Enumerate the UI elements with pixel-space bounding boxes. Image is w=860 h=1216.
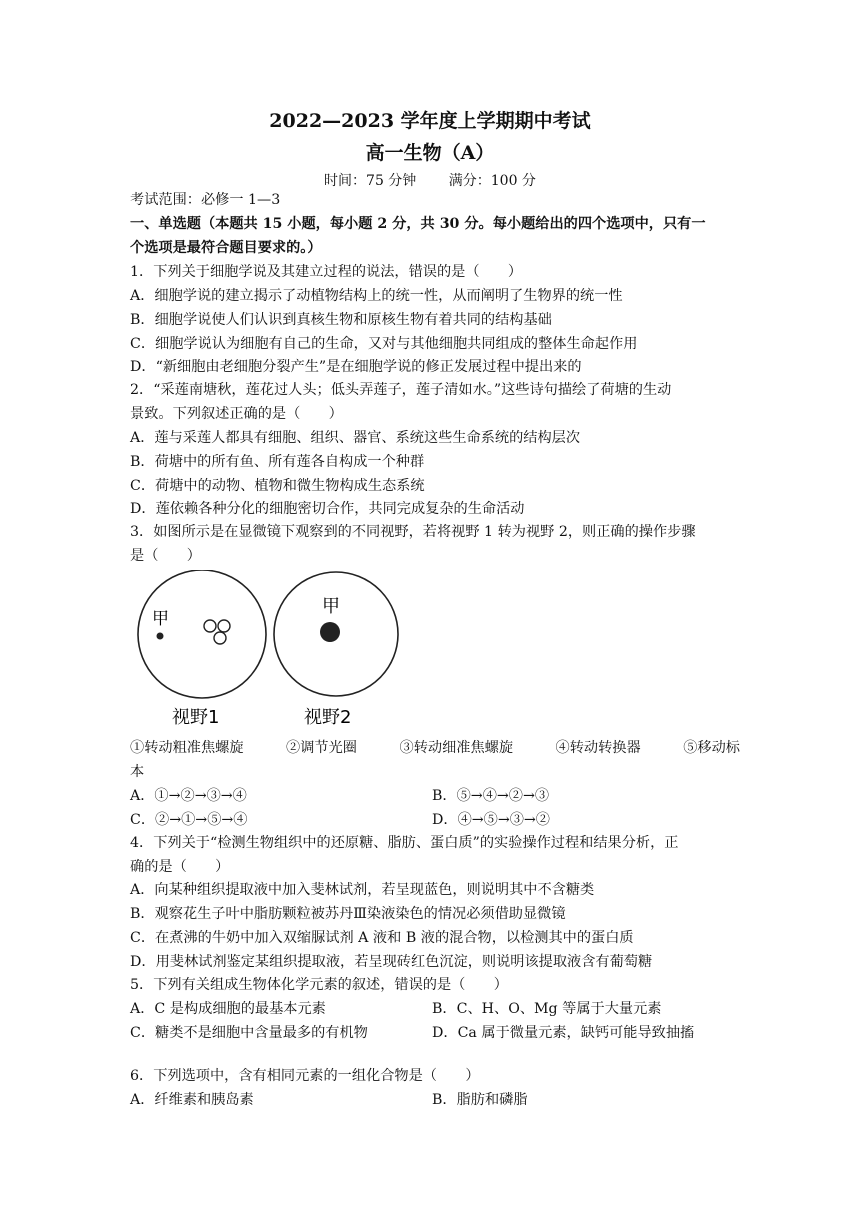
q4-option-d: D．用斐林试剂鉴定某组织提取液，若呈现砖红色沉淀，则说明该提取液含有葡萄糖 — [130, 954, 653, 970]
q3-row-ab — [130, 786, 740, 806]
q3-row-cd — [130, 810, 740, 830]
q3-option-c: C．②→①→⑤→④ — [130, 812, 248, 828]
q3-step-5: ⑤移动标 — [683, 740, 740, 756]
view2-cell-jia — [320, 622, 340, 642]
exam-subtitle: 高一生物（A） — [365, 142, 495, 164]
q3-stem: 3．如图所示是在显微镜下观察到的不同视野，若将视野 1 转为视野 2，则正确的操作步骤 — [130, 524, 696, 540]
q2-option-b: B．荷塘中的所有鱼、所有莲各自构成一个种群 — [130, 454, 425, 470]
view1-cell — [214, 632, 226, 644]
q6-stem: 6．下列选项中，含有相同元素的一组化合物是（ ） — [130, 1068, 480, 1084]
q4-stem-cont: 确的是（ ） — [130, 859, 230, 875]
q3-step-2: ②调节光圈 — [286, 740, 357, 756]
q1-option-b: B．细胞学说使人们认识到真核生物和原核生物有着共同的结构基础 — [130, 312, 552, 328]
q3-steps-wrap: 本 — [130, 764, 145, 780]
q6-option-a: A．纤维素和胰岛素 — [130, 1092, 254, 1108]
q5-option-b: B．C、H、O、Mg 等属于大量元素 — [432, 1001, 662, 1017]
q5-option-d: D．Ca 属于微量元素，缺钙可能导致抽搐 — [432, 1025, 695, 1041]
q3-stem-cont: 是（ ） — [130, 548, 201, 564]
q3-option-d: D．④→⑤→③→② — [432, 812, 550, 828]
q4-option-c: C．在煮沸的牛奶中加入双缩脲试剂 A 液和 B 液的混合物，以检测其中的蛋白质 — [130, 930, 634, 946]
q4-option-a: A．向某种组织提取液中加入斐林试剂，若呈现蓝色，则说明其中不含糖类 — [130, 882, 595, 898]
q3-option-a: A．①→②→③→④ — [130, 788, 247, 804]
exam-title: 2022—2023 学年度上学期期中考试 — [269, 110, 591, 132]
q6-row-ab — [130, 1090, 740, 1110]
q5-option-a: A．C 是构成细胞的最基本元素 — [130, 1001, 326, 1017]
view2-jia-label: 甲 — [322, 596, 340, 617]
q6-option-b: B．脂肪和磷脂 — [432, 1092, 528, 1108]
q1-option-c: C．细胞学说认为细胞有自己的生命，又对与其他细胞共同组成的整体生命起作用 — [130, 336, 638, 352]
view1-jia-label: 甲 — [152, 609, 169, 629]
section-heading: 一、单选题（本题共 15 小题，每小题 2 分，共 30 分。每小题给出的四个选项中，只有一 — [130, 216, 706, 232]
q4-stem: 4．下列关于“检测生物组织中的还原糖、脂肪、蛋白质”的实验操作过程和结果分析，正 — [130, 835, 679, 851]
q5-row-ab — [130, 999, 740, 1019]
exam-time: 时间：75 分钟 — [324, 173, 417, 189]
exam-meta — [0, 170, 860, 190]
q4-option-b: B．观察花生子叶中脂肪颗粒被苏丹Ⅲ染液染色的情况必须借助显微镜 — [130, 906, 566, 922]
q2-option-d: D．莲依赖各种分化的细胞密切合作，共同完成复杂的生命活动 — [130, 501, 525, 517]
q3-step-1: ①转动粗准焦螺旋 — [130, 740, 244, 756]
view1-cell — [218, 620, 230, 632]
q5-row-cd — [130, 1023, 740, 1043]
q3-option-b: B．⑤→④→②→③ — [432, 788, 550, 804]
q5-stem: 5．下列有关组成生物体化学元素的叙述，错误的是（ ） — [130, 977, 508, 993]
q1-option-a: A．细胞学说的建立揭示了动植物结构上的统一性，从而阐明了生物界的统一性 — [130, 288, 623, 304]
q2-stem-cont: 景致。下列叙述正确的是（ ） — [130, 406, 343, 422]
q3-step-4: ④转动转换器 — [555, 740, 641, 756]
view1-label: 视野1 — [172, 707, 220, 728]
section-heading-cont: 个选项是最符合题目要求的。） — [130, 240, 322, 256]
microscope-figure — [128, 570, 428, 730]
q2-option-a: A．莲与采莲人都具有细胞、组织、器官、系统这些生命系统的结构层次 — [130, 430, 581, 446]
q2-option-c: C．荷塘中的动物、植物和微生物构成生态系统 — [130, 478, 425, 494]
exam-score: 满分：100 分 — [448, 173, 536, 189]
view1-cell — [204, 620, 216, 632]
q5-option-c: C．糖类不是细胞中含量最多的有机物 — [130, 1025, 368, 1041]
exam-scope: 考试范围：必修一 1—3 — [130, 192, 281, 208]
view2-label: 视野2 — [304, 707, 352, 728]
q3-step-3: ③转动细准焦螺旋 — [399, 740, 514, 756]
q1-option-d: D．“新细胞由老细胞分裂产生”是在细胞学说的修正发展过程中提出来的 — [130, 359, 582, 375]
q3-steps — [130, 738, 740, 758]
view1-cell-jia — [157, 633, 164, 640]
q1-stem: 1．下列关于细胞学说及其建立过程的说法，错误的是（ ） — [130, 264, 523, 280]
q2-stem: 2．“采莲南塘秋，莲花过人头；低头弄莲子，莲子清如水。”这些诗句描绘了荷塘的生动 — [130, 382, 672, 398]
